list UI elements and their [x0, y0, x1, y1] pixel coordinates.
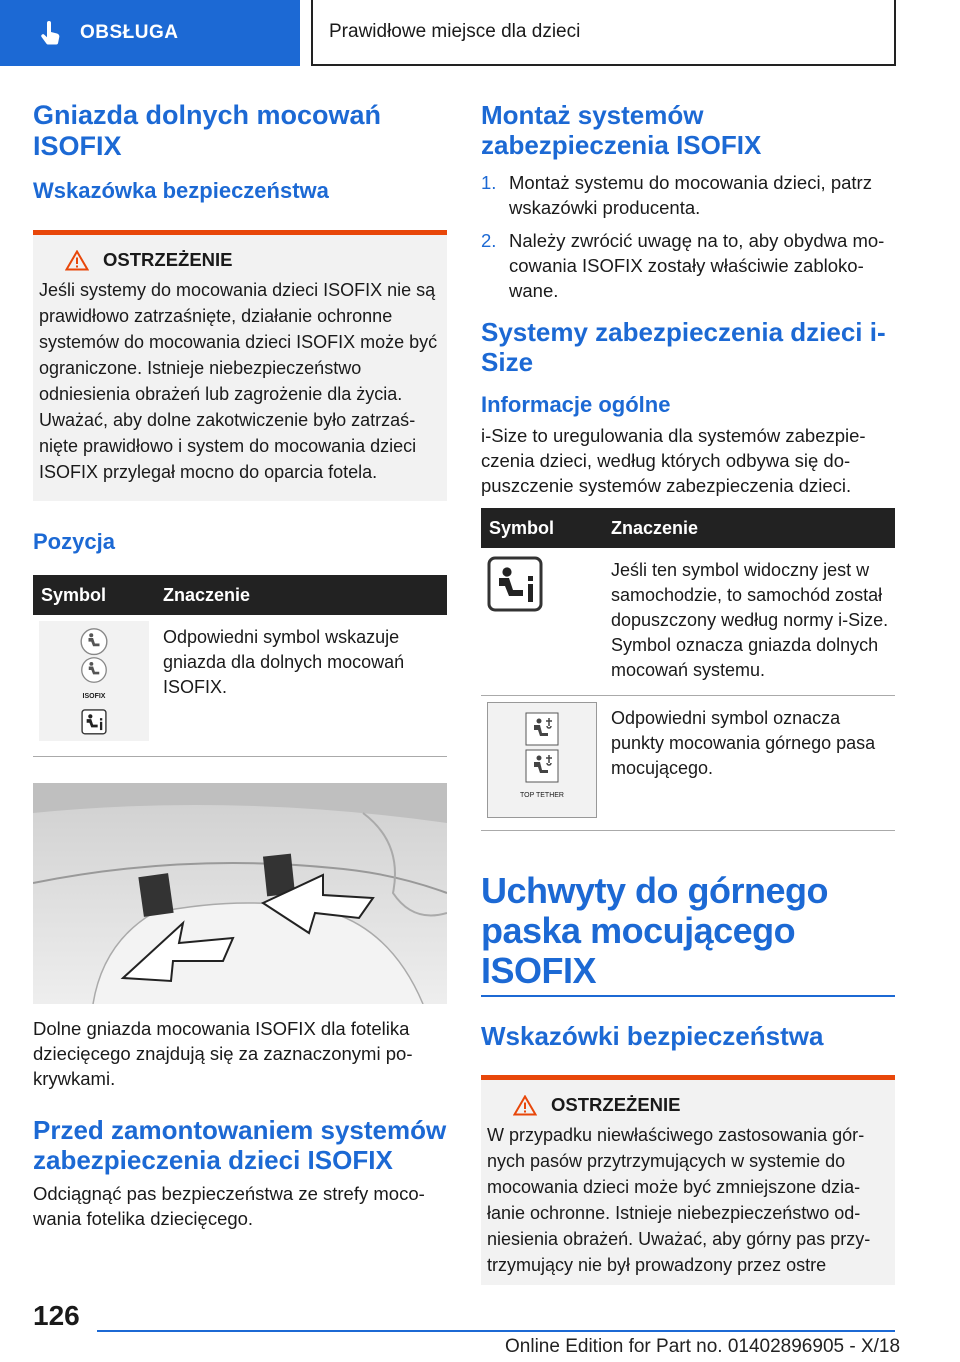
warning-title: OSTRZEŻENIE [551, 1094, 681, 1115]
page-number: 126 [33, 1300, 80, 1331]
isize-table [481, 508, 895, 831]
warning-box [33, 230, 447, 501]
section-tab[interactable] [0, 0, 300, 66]
isize-heading: Systemy zabezpieczenia dzieci i-Size [481, 317, 886, 377]
general-info-heading: Informacje ogólne [481, 392, 671, 417]
top-tether-labeled-icon [525, 749, 559, 783]
right-column [481, 100, 895, 1285]
isize-icon [487, 556, 543, 612]
top-tether-label: TOP TETHER [520, 791, 564, 799]
warning-text: W przypadku niewłaściwego zastosowania górnych pasów przytrzymujących w systemie do mocowania dzieci może być zmniejszone działanie ochronne. Istnieje niebezpieczeństwo odniesienia obrażeń. Uważać, aby górny pas przytrzymujący nie był prowadzony przez ostre [487, 1125, 871, 1275]
col-meaning: Znaczenie [603, 508, 895, 548]
warning-triangle-icon [65, 250, 89, 271]
edition-note: Online Edition for Part no. 01402896905 - X/18 [505, 1336, 901, 1357]
tether-anchor-heading: Uchwyty do górnego paska mocującego ISOFIX [481, 871, 895, 997]
position-heading: Pozycja [33, 529, 115, 554]
isize-icon [80, 709, 108, 735]
top-tether-symbols [487, 702, 597, 818]
footer-divider [97, 1330, 895, 1332]
step-number: 2. [481, 230, 497, 251]
col-symbol: Symbol [33, 575, 155, 615]
mounting-heading: Montaż systemów zabezpieczenia ISOFIX [481, 100, 762, 160]
breadcrumb: Prawidłowe miejsce dla dzieci [311, 0, 896, 66]
warning-triangle-icon [513, 1095, 537, 1116]
step-number: 1. [481, 172, 497, 193]
warning-header [39, 249, 439, 271]
position-table [33, 575, 447, 757]
warning-header [487, 1094, 887, 1116]
child-seat-icon [78, 627, 110, 656]
position-meaning: Odpowiedni symbol wskazuje gniazda dla dolnych mocowań ISOFIX. [155, 615, 447, 757]
safety-tips-heading: Wskazówki bezpieczeństwa [481, 1021, 824, 1051]
list-item [481, 228, 895, 303]
top-tether-icon [525, 712, 559, 746]
col-symbol: Symbol [481, 508, 603, 548]
isize-symbol [487, 554, 597, 619]
left-column [33, 100, 447, 1231]
isize-info-text: i-Size to uregulowania dla systemów zabezpieczenia dzieci, według których odbywa się dopuszczenie systemów zabezpieczenia dzieci. [481, 425, 866, 496]
isofix-symbols [39, 621, 149, 741]
warning-title: OSTRZEŻENIE [103, 249, 233, 270]
isofix-seat-icon [80, 656, 108, 684]
step-text: Należy zwrócić uwagę na to, aby obydwa mocowania ISOFIX zostały właściwie zablokowane. [509, 230, 885, 301]
isofix-label: ISOFIX [82, 693, 106, 701]
top-tether-meaning: Odpowiedni symbol oznacza punkty mocowania górnego pasa mocującego. [603, 696, 895, 831]
warning-text: Jeśli systemy do mocowania dzieci ISOFIX nie są prawidłowo zatrzaśnięte, działanie ochronne systemów do mocowania dzieci ISOFIX może być ograniczone. Istnieje niebezpieczeństwo odniesienia obrażeń lub zagrożenie dla życia. Uważać, aby dolne zakotwiczenie było zatrzaśnięte prawidłowo i system do mocowania dzieci ISOFIX przylegał mocno do oparcia fotela. [39, 280, 438, 482]
isize-meaning: Jeśli ten symbol widoczny jest w samochodzie, to samochód został dopuszczony według normy i-Size. Symbol oznacza gniazda dolnych mocowań systemu. [603, 548, 895, 696]
photo-caption: Dolne gniazda mocowania ISOFIX dla fotelika dziecięcego znajdują się za zaznaczonymi pokrywkami. [33, 1018, 413, 1089]
top-bar [0, 0, 960, 66]
list-item [481, 170, 895, 220]
before-text: Odciągnąć pas bezpieczeństwa ze strefy mocowania fotelika dziecięcego. [33, 1183, 425, 1229]
section-label: OBSŁUGA [80, 22, 179, 43]
before-heading: Przed zamontowaniem systemów zabezpieczenia dzieci ISOFIX [33, 1115, 447, 1175]
step-text: Montaż systemu do mocowania dzieci, patrz wskazówki producenta. [509, 172, 872, 218]
hand-pointer-icon [40, 21, 62, 45]
isofix-photo [33, 783, 447, 1004]
warning-box [481, 1075, 895, 1285]
isofix-heading: Gniazda dolnych mocowań ISOFIX [33, 100, 382, 161]
col-meaning: Znaczenie [155, 575, 447, 615]
mounting-steps [481, 170, 895, 303]
safety-heading: Wskazówka bezpieczeństwa [33, 178, 329, 203]
